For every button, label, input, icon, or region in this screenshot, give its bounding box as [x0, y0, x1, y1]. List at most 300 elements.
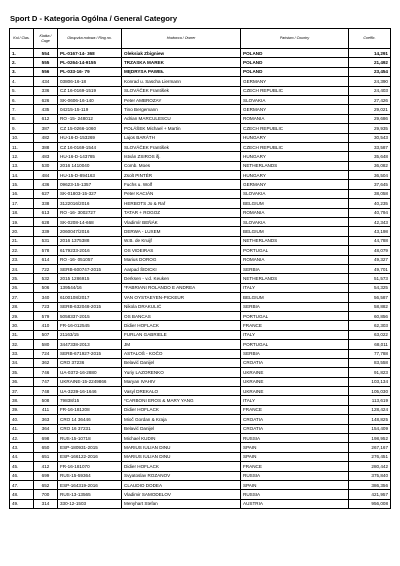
cell-kol: 24.	[10, 264, 34, 273]
cell-country: CZECH REPUBLIC	[241, 142, 349, 151]
cell-ring: ESP-164319-2016	[58, 480, 122, 489]
cell-ring: ESP-166122-2016	[58, 452, 122, 461]
cell-country: HUNGARY	[241, 133, 349, 142]
table-row	[10, 302, 391, 311]
cell-ring: 3447338-2013	[58, 340, 122, 349]
cell-owner: Vladimir SAMODELOV	[122, 490, 241, 499]
cell-klatka: 724	[34, 349, 58, 358]
cell-owner: Nikola DRAKULIĆ	[122, 302, 241, 311]
cell-coef: 128,424	[349, 405, 391, 414]
cell-coef: 21,492	[349, 58, 391, 67]
cell-owner: Vladimír BEŇÁK	[122, 218, 241, 227]
table-row	[10, 434, 391, 443]
cell-klatka: 723	[34, 302, 58, 311]
cell-kol: 4.	[10, 77, 34, 86]
cell-country: GERMANY	[241, 180, 349, 189]
cell-klatka: 578	[34, 246, 58, 255]
table-row	[10, 180, 391, 189]
cell-ring: 04215-15-119	[58, 105, 122, 114]
cell-owner: Didier HOFLACK	[122, 462, 241, 471]
cell-kol: 41.	[10, 424, 34, 433]
table-row	[10, 77, 391, 86]
table-row	[10, 471, 391, 480]
table-row	[10, 340, 391, 349]
cell-country: GERMANY	[241, 105, 349, 114]
cell-country: SLOVAKIA	[241, 189, 349, 198]
table-row	[10, 330, 391, 339]
cell-ring: CZ 16-0169-1519	[58, 86, 122, 95]
cell-country: POLAND	[241, 49, 349, 58]
cell-coef: 40,235	[349, 199, 391, 208]
cell-klatka: 484	[34, 171, 58, 180]
cell-country: ITALY	[241, 330, 349, 339]
table-row	[10, 67, 391, 76]
cell-kol: 39.	[10, 405, 34, 414]
cell-klatka: 580	[34, 340, 58, 349]
cell-country: SPAIN	[241, 443, 349, 452]
cell-coef: 105,030	[349, 387, 391, 396]
table-row	[10, 49, 391, 58]
header-country: Państwo / Country	[241, 29, 349, 49]
cell-klatka: 412	[34, 462, 58, 471]
cell-country: AUSTRIA	[241, 499, 349, 508]
table-row	[10, 161, 391, 170]
cell-klatka: 531	[34, 236, 58, 245]
cell-kol: 14.	[10, 171, 34, 180]
cell-owner: Yuriy LAZORENKO	[122, 368, 241, 377]
table-row	[10, 142, 391, 151]
cell-coef: 56,587	[349, 293, 391, 302]
cell-ring: PL-0167-14- 368	[58, 49, 122, 58]
cell-coef: 29,021	[349, 105, 391, 114]
cell-owner: Didier HOFLACK	[122, 321, 241, 330]
cell-kol: 9.	[10, 124, 34, 133]
cell-owner: Tino Bergemann	[122, 105, 241, 114]
cell-ring: RO -16- 051057	[58, 255, 122, 264]
cell-klatka: 508	[34, 396, 58, 405]
cell-kol: 25.	[10, 274, 34, 283]
cell-coef: 91,823	[349, 368, 391, 377]
cell-ring: HU-16-D-153269	[58, 133, 122, 142]
header-klatka: Klatka / Cage	[34, 29, 58, 49]
cell-coef: 42,343	[349, 218, 391, 227]
cell-klatka: 614	[34, 255, 58, 264]
cell-owner: Derksen - v.d. Keuken	[122, 274, 241, 283]
cell-kol: 26.	[10, 283, 34, 292]
cell-klatka: 554	[34, 49, 58, 58]
cell-coef: 51,573	[349, 274, 391, 283]
table-row	[10, 480, 391, 489]
cell-klatka: 482	[34, 133, 58, 142]
cell-country: CZECH REPUBLIC	[241, 86, 349, 95]
cell-ring: 2016 1375388	[58, 236, 122, 245]
table-row	[10, 396, 391, 405]
cell-klatka: 388	[34, 142, 58, 151]
cell-country: HUNGARY	[241, 171, 349, 180]
cell-kol: 13.	[10, 161, 34, 170]
cell-owner: *CARBONI EROS & MARY YANG	[122, 396, 241, 405]
cell-owner: MĘDRYSA PAWEŁ	[122, 67, 241, 76]
header-owner: Hodowca / Owner	[122, 29, 241, 49]
cell-ring: FR-16-181208	[58, 405, 122, 414]
cell-ring: SK-0208-14-668	[58, 218, 122, 227]
table-header-row	[10, 29, 391, 49]
cell-country: ITALY	[241, 283, 349, 292]
cell-country: PORTUGAL	[241, 311, 349, 320]
cell-coef: 49,327	[349, 255, 391, 264]
cell-klatka: 364	[34, 424, 58, 433]
cell-coef: 35,648	[349, 152, 391, 161]
cell-kol: 31.	[10, 330, 34, 339]
cell-country: UKRAINE	[241, 377, 349, 386]
cell-country: SPAIN	[241, 452, 349, 461]
cell-owner: OS VIDEIRAS	[122, 246, 241, 255]
cell-ring: SK-01803-15-327	[58, 189, 122, 198]
cell-kol: 43.	[10, 443, 34, 452]
cell-country: FRANCE	[241, 405, 349, 414]
cell-owner: TATAR + ROGOZ	[122, 208, 241, 217]
cell-klatka: 530	[34, 161, 58, 170]
cell-coef: 43,198	[349, 227, 391, 236]
cell-coef: 48,079	[349, 246, 391, 255]
cell-ring: UA-3239-16-1646	[58, 387, 122, 396]
cell-coef: 280,442	[349, 462, 391, 471]
cell-ring: PL-033-16- 79	[58, 67, 122, 76]
cell-country: POLAND	[241, 58, 349, 67]
cell-kol: 48.	[10, 490, 34, 499]
cell-coef: 40,794	[349, 208, 391, 217]
cell-kol: 8.	[10, 114, 34, 123]
cell-owner: Belavić Danijel	[122, 424, 241, 433]
table-row	[10, 264, 391, 273]
cell-coef: 103,134	[349, 377, 391, 386]
cell-country: FRANCE	[241, 462, 349, 471]
cell-country: GERMANY	[241, 77, 349, 86]
cell-owner: W.B. de Kruijf	[122, 236, 241, 245]
cell-ring: HU-16-D-143785	[58, 152, 122, 161]
cell-klatka: 722	[34, 264, 58, 273]
cell-coef: 24,403	[349, 86, 391, 95]
cell-kol: 49.	[10, 499, 34, 508]
table-row	[10, 358, 391, 367]
cell-coef: 33,587	[349, 142, 391, 151]
table-row	[10, 424, 391, 433]
cell-klatka: 483	[34, 152, 58, 161]
cell-ring: RO -15- 248012	[58, 114, 122, 123]
cell-ring: 2015 1286915	[58, 274, 122, 283]
cell-ring: 2060047/2016	[58, 227, 122, 236]
cell-coef: 58,882	[349, 302, 391, 311]
cell-klatka: 627	[34, 189, 58, 198]
table-row	[10, 293, 391, 302]
cell-kol: 16.	[10, 189, 34, 198]
cell-owner: Fuchs u. Wolf	[122, 180, 241, 189]
cell-ring: 6100108/2017	[58, 293, 122, 302]
cell-coef: 29,935	[349, 124, 391, 133]
cell-klatka: 435	[34, 105, 58, 114]
cell-klatka: 387	[34, 124, 58, 133]
cell-klatka: 506	[34, 283, 58, 292]
cell-country: SERBIA	[241, 349, 349, 358]
cell-kol: 18.	[10, 208, 34, 217]
cell-kol: 6.	[10, 95, 34, 104]
cell-ring: SK-0606-16-140	[58, 95, 122, 104]
cell-ring: UKRAINE-15-2249866	[58, 377, 122, 386]
cell-ring: SERB-671927-2015	[58, 349, 122, 358]
cell-kol: 22.	[10, 246, 34, 255]
cell-country: BELGIUM	[241, 293, 349, 302]
cell-country: CROATIA	[241, 424, 349, 433]
cell-country: PORTUGAL	[241, 246, 349, 255]
cell-kol: 7.	[10, 105, 34, 114]
cell-klatka: 363	[34, 415, 58, 424]
cell-kol: 27.	[10, 293, 34, 302]
header-coef: Coeffic.	[349, 29, 391, 49]
cell-owner: Mioč Gordan & Kraja	[122, 415, 241, 424]
cell-owner: SLOVÁČEK František	[122, 86, 241, 95]
cell-klatka: 436	[34, 180, 58, 189]
cell-kol: 44.	[10, 452, 34, 461]
cell-klatka: 555	[34, 58, 58, 67]
header-kol: Kol./ Clas.	[10, 29, 34, 49]
cell-owner: MARIUS IULIAN DINU	[122, 452, 241, 461]
cell-kol: 35.	[10, 368, 34, 377]
cell-country: CROATIA	[241, 358, 349, 367]
cell-owner: Maryan IVAHIV	[122, 377, 241, 386]
cell-owner: MARIUS IULIAN DINU	[122, 443, 241, 452]
cell-coef: 276,451	[349, 452, 391, 461]
cell-ring: CZ 16-0169-1544	[58, 142, 122, 151]
cell-owner: Konrad u. Sascha Liermann	[122, 77, 241, 86]
cell-ring: HU-15-D-894163	[58, 171, 122, 180]
table-row	[10, 377, 391, 386]
cell-owner: Didier HOFLACK	[122, 405, 241, 414]
cell-coef: 77,788	[349, 349, 391, 358]
cell-kol: 21.	[10, 236, 34, 245]
cell-klatka: 338	[34, 199, 58, 208]
table-row	[10, 218, 391, 227]
cell-coef: 148,825	[349, 415, 391, 424]
cell-ring: RUS-15-10718	[58, 434, 122, 443]
cell-ring: 21163/15	[58, 330, 122, 339]
cell-country: SPAIN	[241, 480, 349, 489]
table-row	[10, 274, 391, 283]
cell-klatka: 507	[34, 330, 58, 339]
cell-owner: Aarpad ŠIDICKI	[122, 264, 241, 273]
cell-kol: 19.	[10, 218, 34, 227]
cell-klatka: 650	[34, 443, 58, 452]
table-row	[10, 415, 391, 424]
cell-kol: 12.	[10, 152, 34, 161]
cell-kol: 3.	[10, 67, 34, 76]
cell-kol: 10.	[10, 133, 34, 142]
cell-country: SLOVAKIA	[241, 218, 349, 227]
table-row	[10, 114, 391, 123]
cell-klatka: 699	[34, 471, 58, 480]
cell-klatka: 556	[34, 67, 58, 76]
cell-ring: PL-0264-14-9155	[58, 58, 122, 67]
cell-klatka: 628	[34, 218, 58, 227]
cell-kol: 40.	[10, 415, 34, 424]
cell-klatka: 698	[34, 434, 58, 443]
cell-ring: 6179233-2016	[58, 246, 122, 255]
cell-klatka: 411	[34, 405, 58, 414]
cell-country: NETHERLANDS	[241, 274, 349, 283]
cell-country: UKRAINE	[241, 368, 349, 377]
cell-kol: 15.	[10, 180, 34, 189]
cell-coef: 62,303	[349, 321, 391, 330]
cell-owner: HERBOTS Jo & Raf	[122, 199, 241, 208]
cell-country: PORTUGAL	[241, 340, 349, 349]
cell-coef: 54,325	[349, 283, 391, 292]
cell-owner: FURLAN GABRIELE	[122, 330, 241, 339]
cell-ring: 5058337-2015	[58, 311, 122, 320]
cell-ring: 79838/15	[58, 396, 122, 405]
cell-owner: JM	[122, 340, 241, 349]
cell-coef: 386,356	[349, 480, 391, 489]
table-row	[10, 405, 391, 414]
cell-country: RUSSIA	[241, 434, 349, 443]
cell-ring: FR-16-181070	[58, 462, 122, 471]
table-row	[10, 311, 391, 320]
cell-country: HUNGARY	[241, 152, 349, 161]
cell-kol: 38.	[10, 396, 34, 405]
table-row	[10, 86, 391, 95]
cell-coef: 375,840	[349, 471, 391, 480]
cell-owner: TRZASKA MAREK	[122, 58, 241, 67]
cell-klatka: 747	[34, 377, 58, 386]
cell-klatka: 410	[34, 321, 58, 330]
cell-owner: Lajos BARÁTH	[122, 133, 241, 142]
cell-country: BELGIUM	[241, 227, 349, 236]
cell-owner: VAN OYSTAEYEN-PICKEUR	[122, 293, 241, 302]
cell-klatka: 339	[34, 227, 58, 236]
header-ring: Obrączka rodowa / Ring no.	[58, 29, 122, 49]
cell-kol: 45.	[10, 462, 34, 471]
cell-owner: Adrian MARCULESCU	[122, 114, 241, 123]
cell-ring: CRO 37236	[58, 358, 122, 367]
cell-klatka: 579	[34, 311, 58, 320]
table-row	[10, 283, 391, 292]
cell-coef: 198,952	[349, 434, 391, 443]
cell-owner: DERWA - LUXEM	[122, 227, 241, 236]
table-row	[10, 199, 391, 208]
cell-ring: UA-0372-16-2880	[58, 368, 122, 377]
table-row	[10, 227, 391, 236]
cell-ring: 3122016/2016	[58, 199, 122, 208]
cell-owner: Svyatoslav ROZANOV	[122, 471, 241, 480]
cell-klatka: 626	[34, 95, 58, 104]
cell-coef: 63,022	[349, 330, 391, 339]
cell-coef: 154,409	[349, 424, 391, 433]
cell-owner: SLOVÁČEK František	[122, 142, 241, 151]
table-row	[10, 452, 391, 461]
cell-owner: Peter AMBROZAY	[122, 95, 241, 104]
cell-owner: Oleksiak Zbigniew	[122, 49, 241, 58]
cell-country: RUSSIA	[241, 471, 349, 480]
table-row	[10, 387, 391, 396]
cell-kol: 28.	[10, 302, 34, 311]
cell-ring: CRO 14 36446	[58, 415, 122, 424]
cell-coef: 421,957	[349, 490, 391, 499]
table-row	[10, 58, 391, 67]
cell-kol: 23.	[10, 255, 34, 264]
table-row	[10, 255, 391, 264]
cell-ring: 03806-16-18	[58, 77, 122, 86]
cell-kol: 29.	[10, 311, 34, 320]
cell-coef: 60,856	[349, 311, 391, 320]
cell-klatka: 336	[34, 86, 58, 95]
cell-ring: RO -16- 3002727	[58, 208, 122, 217]
cell-owner: Marius DOROG	[122, 255, 241, 264]
table-row	[10, 490, 391, 499]
cell-ring: RUS-13-13565	[58, 490, 122, 499]
cell-country: FRANCE	[241, 321, 349, 330]
cell-owner: Michael KUDIN	[122, 434, 241, 443]
cell-country: SERBIA	[241, 302, 349, 311]
table-row	[10, 95, 391, 104]
cell-country: POLAND	[241, 67, 349, 76]
cell-kol: 20.	[10, 227, 34, 236]
table-row	[10, 208, 391, 217]
cell-klatka: 700	[34, 490, 58, 499]
cell-ring: SERB-600747-2015	[58, 264, 122, 273]
cell-coef: 37,645	[349, 180, 391, 189]
cell-country: ROMANIA	[241, 255, 349, 264]
cell-klatka: 532	[34, 274, 58, 283]
cell-country: NETHERLANDS	[241, 161, 349, 170]
cell-coef: 36,504	[349, 171, 391, 180]
table-row	[10, 124, 391, 133]
table-row	[10, 105, 391, 114]
cell-klatka: 652	[34, 480, 58, 489]
cell-owner: CLAUDIO DODEA	[122, 480, 241, 489]
cell-owner: POLÁŠEK Michael + Martin	[122, 124, 241, 133]
cell-coef: 23,454	[349, 67, 391, 76]
cell-coef: 68,011	[349, 340, 391, 349]
cell-klatka: 314	[34, 499, 58, 508]
table-row	[10, 349, 391, 358]
table-row	[10, 189, 391, 198]
cell-kol: 11.	[10, 142, 34, 151]
cell-kol: 34.	[10, 358, 34, 367]
cell-owner: Peter KACIÁN	[122, 189, 241, 198]
cell-country: ITALY	[241, 396, 349, 405]
table-row	[10, 236, 391, 245]
cell-kol: 1.	[10, 49, 34, 58]
cell-country: ROMANIA	[241, 114, 349, 123]
cell-country: NETHERLANDS	[241, 236, 349, 245]
cell-ring: CZ 15-0266-1060	[58, 124, 122, 133]
cell-owner: István ZSIROS ifj.	[122, 152, 241, 161]
cell-kol: 30.	[10, 321, 34, 330]
cell-ring: SERB-632048-2015	[58, 302, 122, 311]
cell-klatka: 340	[34, 293, 58, 302]
cell-kol: 37.	[10, 387, 34, 396]
cell-country: SERBIA	[241, 264, 349, 273]
table-row	[10, 368, 391, 377]
cell-coef: 113,619	[349, 396, 391, 405]
cell-owner: ASTALOŠ - KOČO	[122, 349, 241, 358]
cell-klatka: 434	[34, 77, 58, 86]
cell-country: RUSSIA	[241, 490, 349, 499]
cell-country: CZECH REPUBLIC	[241, 124, 349, 133]
cell-owner: Zsolt PINTÉR	[122, 171, 241, 180]
table-row	[10, 152, 391, 161]
cell-klatka: 746	[34, 368, 58, 377]
table-row	[10, 171, 391, 180]
cell-ring: 139544/16	[58, 283, 122, 292]
